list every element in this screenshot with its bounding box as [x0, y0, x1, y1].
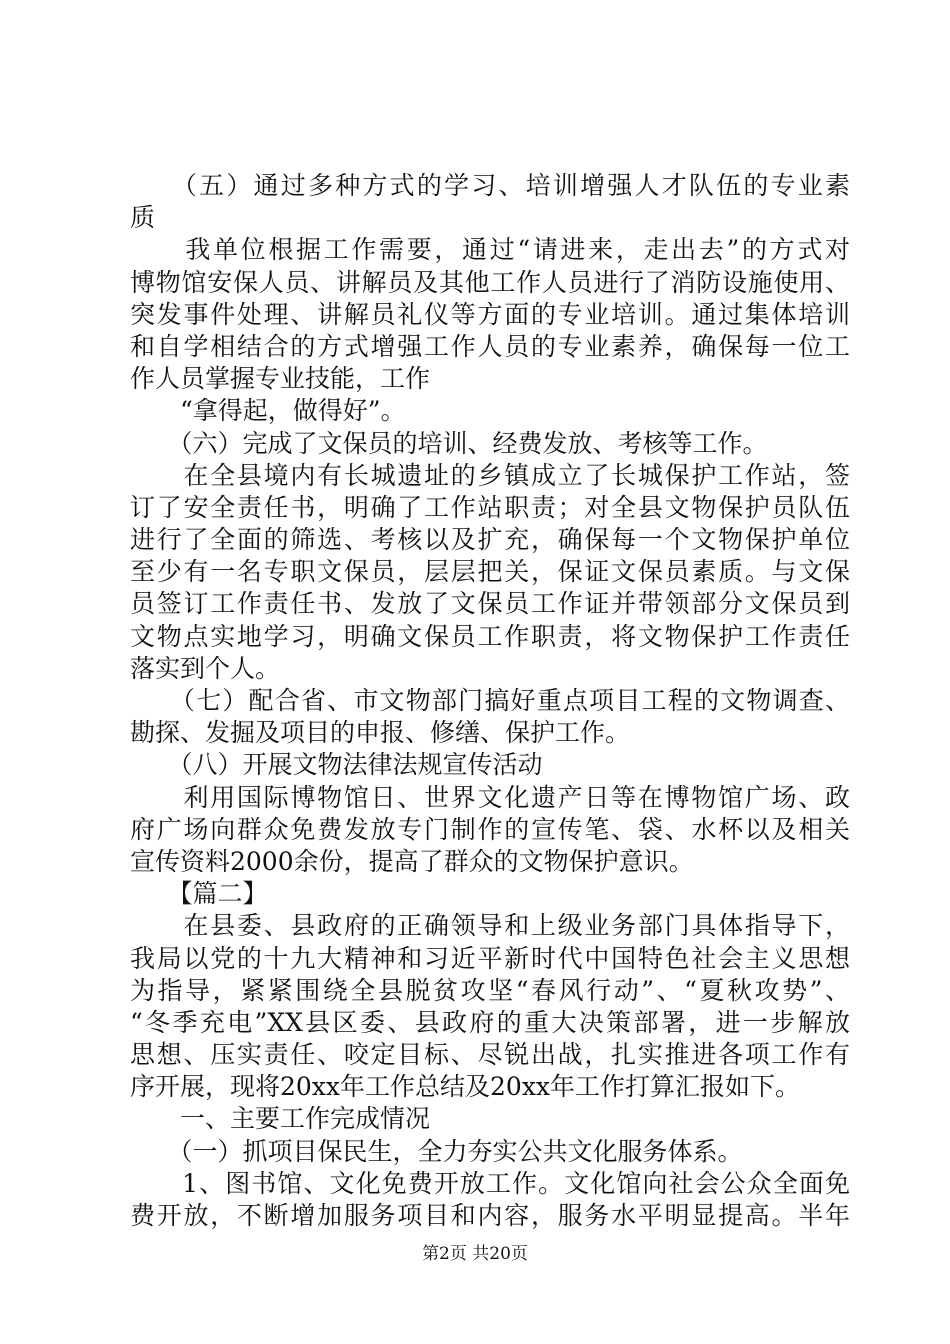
- text-line: 我局以党的十九大精神和习近平新时代中国特色社会主义思想: [130, 943, 850, 973]
- text-line: （五）通过多种方式的学习、培训增强人才队伍的专业素: [130, 171, 850, 200]
- text-line: 至少有一名专职文保员，层层把关，保证文保员素质。与文保: [130, 557, 850, 587]
- text-line: 在全县境内有长城遗址的乡镇成立了长城保护工作站，签: [130, 460, 850, 490]
- document-body: [130, 172, 850, 1234]
- text-line: 订了安全责任书，明确了工作站职责；对全县文物保护员队伍: [130, 492, 850, 522]
- text-line: “拿得起，做得好”。: [130, 396, 406, 426]
- text-line: 进行了全面的筛选、考核以及扩充，确保每一个文物保护单位: [130, 525, 850, 555]
- text-line: 序开展，现将20xx年工作总结及20xx年工作打算汇报如下。: [130, 1072, 801, 1102]
- text-line: 文物点实地学习，明确文保员工作职责，将文物保护工作责任: [130, 621, 850, 651]
- text-line: （一）抓项目保民生，全力夯实公共文化服务体系。: [130, 1136, 743, 1166]
- text-line: 利用国际博物馆日、世界文化遗产日等在博物馆广场、政: [130, 782, 850, 812]
- text-line: （八）开展文物法律法规宣传活动: [130, 750, 543, 780]
- text-line: 和自学相结合的方式增强工作人员的专业素养，确保每一位工: [130, 331, 850, 361]
- text-line: （七）配合省、市文物部门搞好重点项目工程的文物调查、: [130, 686, 850, 715]
- page-footer: 第2页 共20页: [422, 1244, 528, 1264]
- text-line: 员签订工作责任书、发放了文保员工作证并带领部分文保员到: [130, 589, 850, 619]
- text-line: 落实到个人。: [130, 653, 281, 683]
- text-line: 宣传资料2000余份，提高了群众的文物保护意识。: [130, 846, 694, 876]
- text-line: 费开放，不断增加服务项目和内容，服务水平明显提高。半年: [130, 1201, 850, 1230]
- text-line: 府广场向群众免费发放专门制作的宣传笔、袋、水杯以及相关: [130, 814, 850, 844]
- text-line: 博物馆安保人员、讲解员及其他工作人员进行了消防设施使用、: [130, 267, 850, 297]
- text-line: 勘探、发掘及项目的申报、修缮、保护工作。: [130, 718, 631, 748]
- text-line: 为指导，紧紧围绕全县脱贫攻坚“春风行动”、“夏秋攻势”、: [130, 975, 850, 1005]
- text-line: （六）完成了文保员的培训、经费发放、考核等工作。: [130, 428, 768, 458]
- text-line: 在县委、县政府的正确领导和上级业务部门具体指导下，: [130, 911, 850, 941]
- text-line: 【篇二】: [130, 879, 268, 909]
- text-line: 质: [130, 203, 156, 233]
- text-line: 我单位根据工作需要，通过“请进来，走出去”的方式对: [130, 235, 850, 265]
- text-line: 思想、压实责任、咬定目标、尽锐出战，扎实推进各项工作有: [130, 1040, 850, 1070]
- text-line: 突发事件处理、讲解员礼仪等方面的专业培训。通过集体培训: [130, 299, 850, 329]
- text-line: 1、图书馆、文化免费开放工作。文化馆向社会公众全面免: [130, 1168, 850, 1198]
- text-line: 一、主要工作完成情况: [130, 1104, 431, 1134]
- text-line: “冬季充电”XX县区委、县政府的重大决策部署，进一步解放: [130, 1007, 850, 1037]
- text-line: 作人员掌握专业技能，工作: [130, 364, 431, 394]
